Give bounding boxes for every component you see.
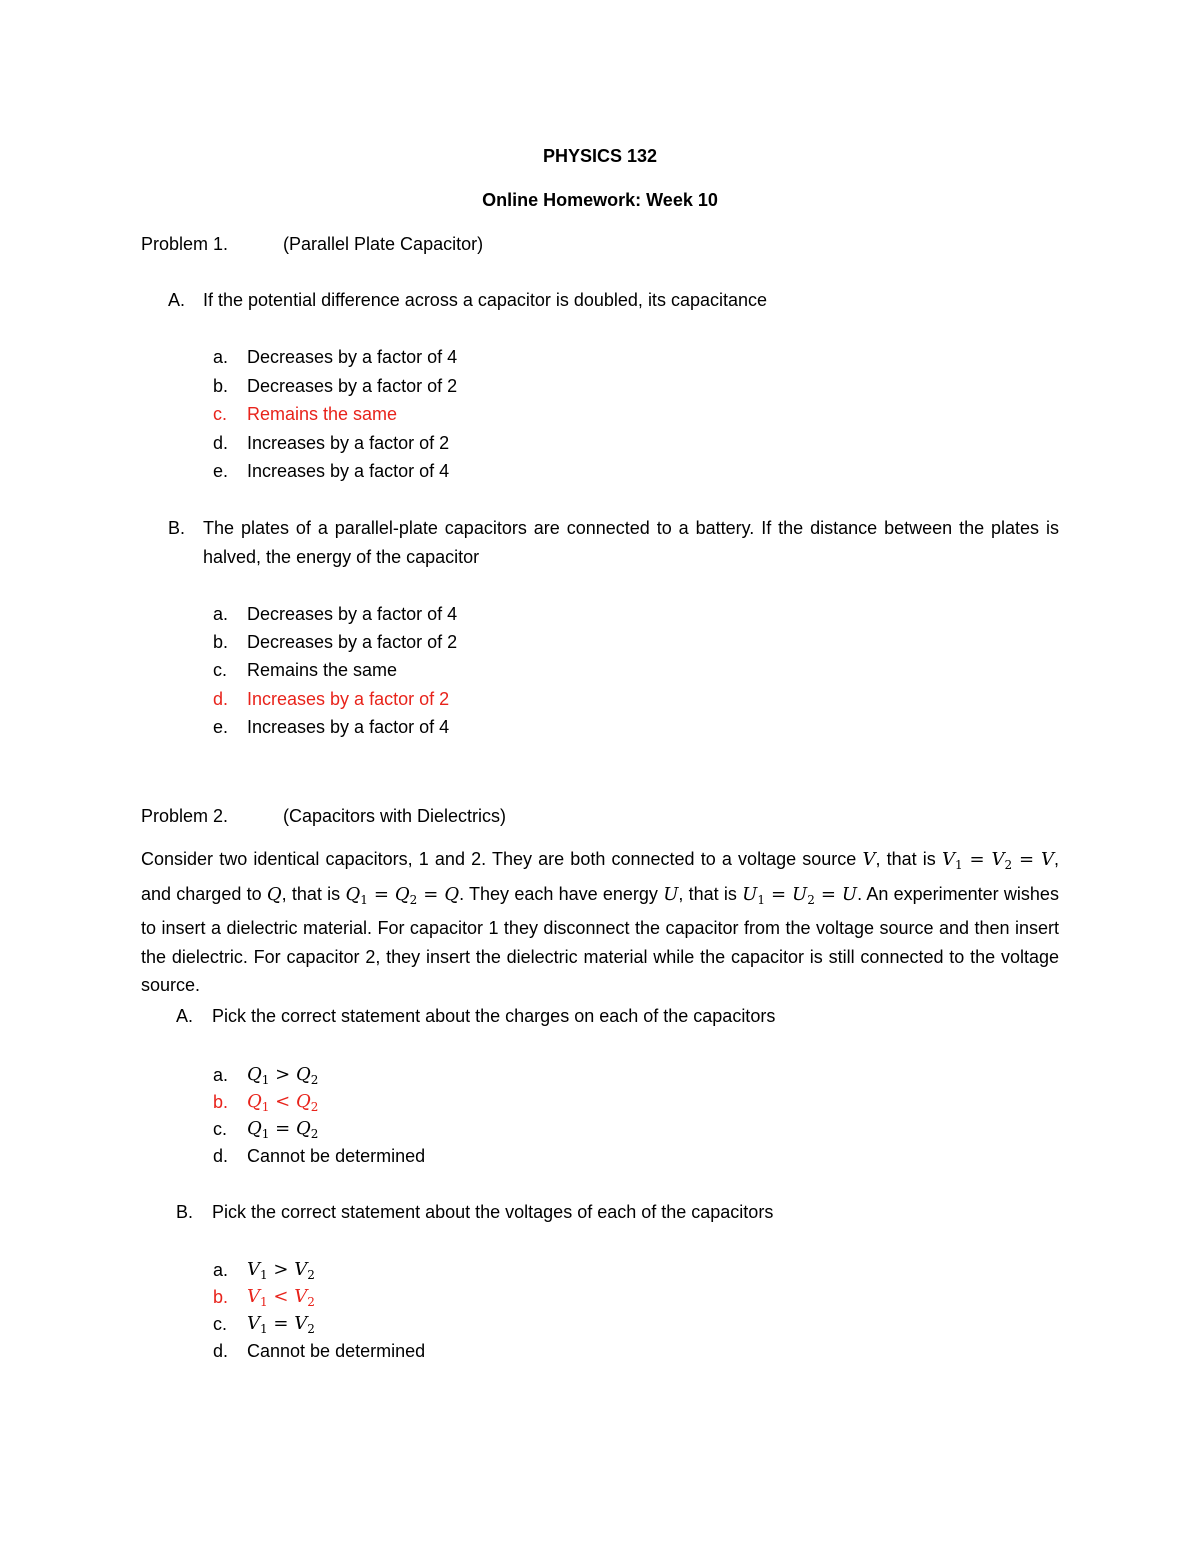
option-marker-correct: c. [213,404,228,424]
problem2-partB-marker: B. [176,1202,194,1222]
problem1-label: Problem 1. [141,234,229,254]
option-text: Increases by a factor of 4 [247,461,450,481]
option-text-correct: Increases by a factor of 2 [247,689,450,709]
option-marker: c. [213,660,228,680]
option-marker: c. [213,1314,228,1334]
course-title: PHYSICS 132 [542,146,658,166]
problem2-topic: (Capacitors with Dielectrics) [283,806,507,826]
option-math: $V_1 = V_2$ [247,1313,315,1336]
option-text: Remains the same [247,660,398,680]
problem2-label: Problem 2. [141,806,229,826]
option-marker: a. [213,604,229,624]
problem2-partA-marker: A. [176,1006,194,1026]
option-marker: c. [213,1119,228,1139]
option-marker: e. [213,461,229,481]
option-marker-correct: d. [213,689,229,709]
problem1-topic: (Parallel Plate Capacitor) [283,234,484,254]
option-math: $Q_1 > Q_2$ [247,1064,319,1087]
problem1-partA-marker: A. [168,290,186,310]
option-text: Decreases by a factor of 2 [247,632,458,652]
problem1-partA-question: If the potential difference across a capacitor is doubled, its capacitance [203,290,768,310]
option-text-correct: Remains the same [247,404,398,424]
option-text: Cannot be determined [247,1341,426,1361]
problem2-partB-question: Pick the correct statement about the voltages of each of the capacitors [212,1202,774,1222]
option-marker: e. [213,717,229,737]
option-marker: d. [213,1146,229,1166]
option-text: Increases by a factor of 4 [247,717,450,737]
option-marker-correct: b. [213,1287,229,1307]
problem2-partA-question: Pick the correct statement about the charges on each of the capacitors [212,1006,776,1026]
option-marker: a. [213,1065,229,1085]
problem2-intro: Consider two identical capacitors, 1 and 2. They are both connected to a voltage source V, that is $V_1 = V_2 = V$, and charged to Q, that is $Q_1 = Q_2 = Q$. They each have energy U, that is $U_1 = U_2 = U$. An experimenter wishes to insert a dielectric material. For capacitor 1 they disconnect the capacitor from the voltage source and then insert the dielectric. For capacitor 2, they insert the dielectric material while the capacitor is still connected to the voltage source. [141,849,1059,995]
problem1-partB-marker: B. [168,518,186,538]
option-math: $V_1 > V_2$ [247,1259,315,1282]
option-marker-correct: b. [213,1092,229,1112]
option-marker: d. [213,433,229,453]
option-text: Decreases by a factor of 4 [247,604,458,624]
option-marker: a. [213,347,229,367]
option-math-correct: $Q_1 < Q_2$ [247,1091,319,1114]
page-title: Online Homework: Week 10 [482,190,718,210]
option-marker: b. [213,632,229,652]
option-text: Decreases by a factor of 2 [247,376,458,396]
problem1-partB-question: The plates of a parallel-plate capacitors are connected to a battery. If the distance between the plates is halved, the energy of the capacitor [203,518,1059,567]
option-math-correct: $V_1 < V_2$ [247,1286,315,1309]
option-text: Increases by a factor of 2 [247,433,450,453]
option-marker: a. [213,1260,229,1280]
option-marker: b. [213,376,229,396]
option-marker: d. [213,1341,229,1361]
option-math: $Q_1 = Q_2$ [247,1118,319,1141]
option-text: Cannot be determined [247,1146,426,1166]
option-text: Decreases by a factor of 4 [247,347,458,367]
